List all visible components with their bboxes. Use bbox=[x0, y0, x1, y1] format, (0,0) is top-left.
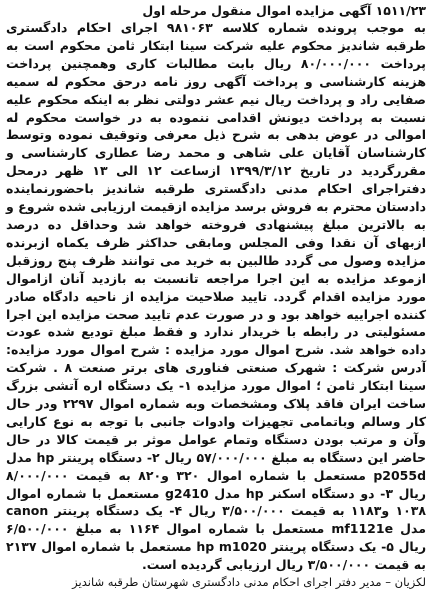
notice-body: به موجب پرونده شماره کلاسه ۹۸۱۰۶۳ اجرای احکام دادگستری طرقبه شاندیز محکوم علیه شرکت سینا ابتکار ثامن محکوم است به پرداخت ۸۰/۰۰۰/۰۰۰ ریال بابت مطالبات کاری وهمچنین پرداخت هزینه کارشناسی و پرداخت آگهی روز نامه درحق محکوم له سمیه صفایی راد و پرداخت ریال نیم عشر دولتی نظر به اینکه محکوم علیه نسبت به پرداخت دیونش اقدامی ننموده به در خواست محکوم له اموالی در عوض بدهی به شرح ذیل معرفی وتوقیف نموده وتوسط کارشناسان آقایان علی شاهی و محمد رضا عطاری کارشناسی و مقررگردید در تاریخ ۱۳۹۹/۳/۱۲ ازساعت ۱۲ الی ۱۳ ظهر درمحل دفتراجرای احکام مدنی دادگستری طرقبه شاندیز باحضورنماینده دادستان محترم به فروش برسد مزایده ازقیمت ارزیابی شده شروع و به بالاترین مبلغ پیشنهادی فروخته خواهد شد وحداقل ده درصد ازبهای آن نقدا وفی المجلس ومابقی حداکثر ظرف یکماه ازبرنده مزایده وصول می گردد طالبین به خرید می توانند ظرف پنج روزقبل ازموعد مزایده به این اجرا مراجعه تانسبت به بازدید آنان ازاموال مورد مزایده اقدام گردد. تایید صلاحیت مزایده از ناحیه دادگاه صادر کننده اجراییه خواهد بود و در صورت عدم تایید صحت مزایده این اجرا مسئولیتی در رابطه با خریدار ندارد و فقط مبلغ تودیع شده عودت داده خواهد شد. شرح اموال مورد مزایده : شرح اموال مورد مزایده: آدرس شرکت : شهرک صنعتی فناوری های برتر صنعت ۸ . شرکت سینا ابتکار ثامن ؛ اموال مورد مزایده ۱- یک دستگاه اره آتشی بزرگ ساخت ایران فاقد پلاک ومشخصات وبه شماره اموال ۲۲۹۷ ودر حال کار وسالم وباتمامی تجهیزات وادوات جانبی با توجه به نوع کارایی وآن و مرتب بودن دستگاه وتمام عوامل موثر بر قیمت کالا در حال حاضر این دستگاه به مبلغ ۵۷/۰۰۰/۰۰۰ ریال ۲- دستگاه پرینتر hp مدل p2055d مستعمل با شماره اموال ۳۲۰ و۸۲۰ به قیمت ۸/۰۰۰/۰۰۰ ریال ۳- دو دستگاه اسکنر hp مدل g2410 مستعمل با شماره اموال ۱۰۳۸ و۱۱۸۳ به قیمت ۳/۵۰۰/۰۰۰ ریال ۴- یک دستگاه پرینتر canon مدل mf1121e مستعمل با شماره اموال ۱۱۶۴ به مبلغ ۶/۵۰۰/۰۰۰ ریال ۵- یک دستگاه پرینتر hp m1020 مستعمل با شماره اموال ۲۱۳۷ به قیمت ۳/۵۰۰/۰۰۰ ریال ارزیابی گردیده است. bbox=[6, 20, 427, 573]
notice-title: ۱۵۱۱/۲۳ آگهی مزایده اموال منقول مرحله اول bbox=[142, 3, 426, 18]
notice-signature: لکزیان – مدیر دفتر اجرای احکام مدنی دادگستری شهرستان طرقبه شاندیز bbox=[72, 575, 426, 590]
